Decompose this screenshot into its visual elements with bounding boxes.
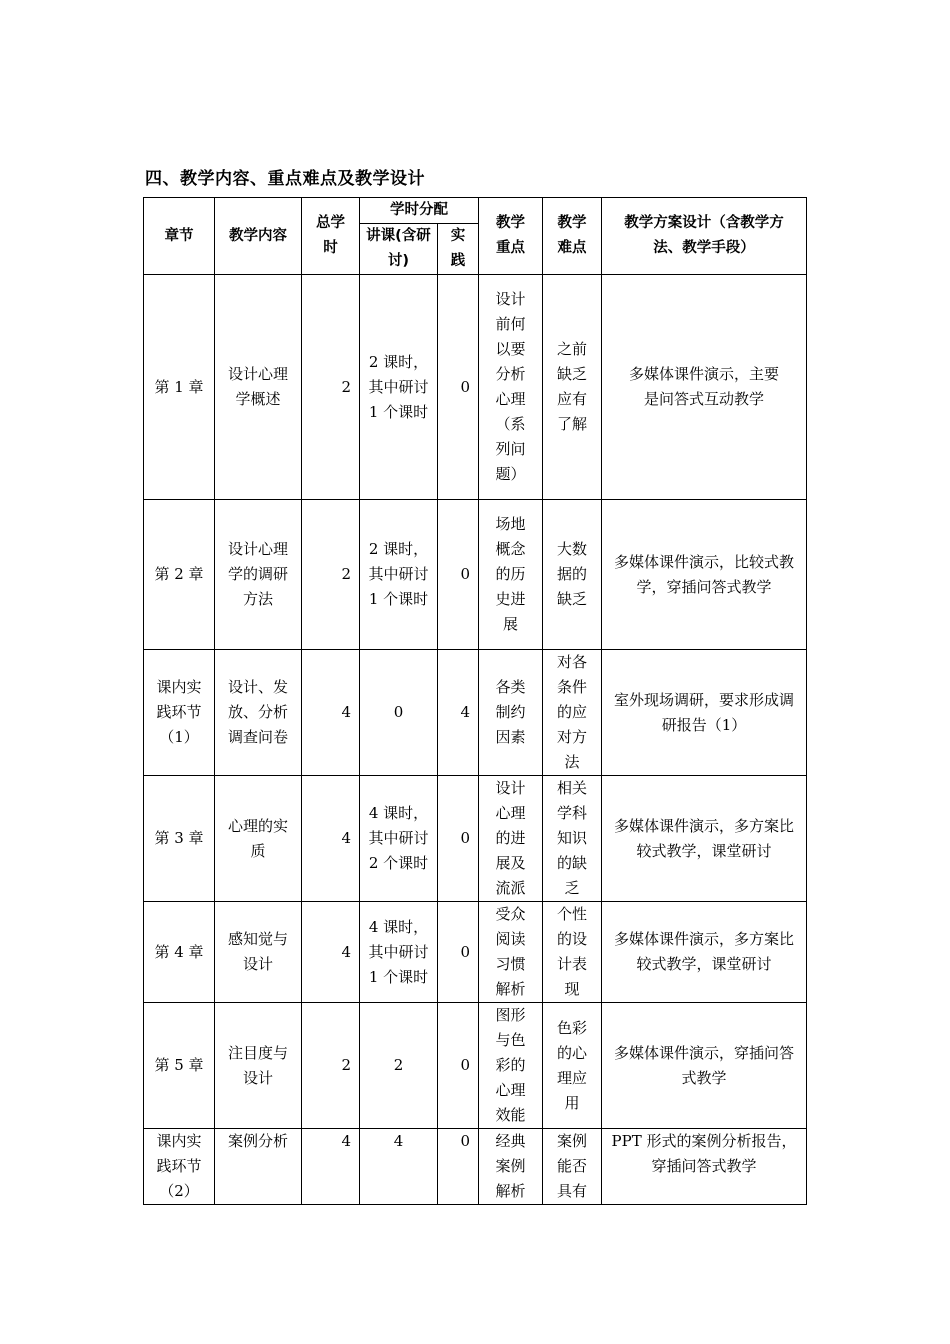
cell-design: 多媒体课件演示，穿插问答式教学 [602, 1003, 807, 1129]
cell-total: 4 [302, 776, 360, 902]
cell-chapter: 第 2 章 [144, 500, 215, 650]
cell-key: 各类制约因素 [479, 650, 543, 776]
header-content: 教学内容 [215, 198, 302, 275]
section-title: 四、教学内容、重点难点及教学设计 [145, 169, 425, 189]
cell-content: 注目度与设计 [215, 1003, 302, 1129]
cell-lecture: 0 [360, 650, 438, 776]
cell-lecture: 4 课时，其中研讨 2 个课时 [360, 776, 438, 902]
cell-practice: 0 [438, 275, 479, 500]
table-row [144, 1003, 807, 1129]
cell-content: 设计心理学的调研方法 [215, 500, 302, 650]
cell-difficulty: 对各条件的应对方法 [543, 650, 602, 776]
cell-key: 设计心理的进展及流派 [479, 776, 543, 902]
teaching-content-table [143, 197, 807, 1205]
table-row [144, 275, 807, 500]
cell-difficulty: 之前缺乏应有了解 [543, 275, 602, 500]
cell-difficulty: 相关学科知识的缺乏 [543, 776, 602, 902]
cell-total: 4 [302, 1129, 360, 1205]
cell-design: 多媒体课件演示，主要是问答式互动教学 [602, 275, 807, 500]
header-chapter: 章节 [144, 198, 215, 275]
header-total-hours: 总学时 [302, 198, 360, 275]
table-row [144, 776, 807, 902]
header-design: 教学方案设计（含教学方法、教学手段） [602, 198, 807, 275]
cell-content: 心理的实质 [215, 776, 302, 902]
header-key-points: 教学重点 [479, 198, 543, 275]
cell-design: 室外现场调研，要求形成调研报告（1） [602, 650, 807, 776]
cell-practice: 0 [438, 1003, 479, 1129]
cell-lecture: 4 课时，其中研讨 1 个课时 [360, 902, 438, 1003]
table-row [144, 902, 807, 1003]
cell-chapter: 第 3 章 [144, 776, 215, 902]
cell-key: 经典案例解析 [479, 1129, 543, 1205]
table-row [144, 1129, 807, 1205]
header-difficulties: 教学难点 [543, 198, 602, 275]
cell-content: 案例分析 [215, 1129, 302, 1205]
table-row [144, 650, 807, 776]
cell-design: 多媒体课件演示，多方案比较式教学，课堂研讨 [602, 902, 807, 1003]
header-row [144, 198, 807, 224]
cell-total: 4 [302, 902, 360, 1003]
cell-key: 设计前何以要分析心理（系列问题） [479, 275, 543, 500]
table-row [144, 500, 807, 650]
cell-practice: 0 [438, 500, 479, 650]
cell-practice: 0 [438, 902, 479, 1003]
cell-chapter: 课内实践环节（2） [144, 1129, 215, 1205]
cell-chapter: 课内实践环节（1） [144, 650, 215, 776]
cell-difficulty: 色彩的心理应用 [543, 1003, 602, 1129]
cell-content: 设计心理学概述 [215, 275, 302, 500]
cell-total: 2 [302, 500, 360, 650]
cell-total: 4 [302, 650, 360, 776]
cell-chapter: 第 4 章 [144, 902, 215, 1003]
header-lecture: 讲课(含研讨) [360, 224, 438, 275]
header-allocation: 学时分配 [360, 198, 479, 224]
cell-difficulty: 案例能否具有 [543, 1129, 602, 1205]
cell-content: 感知觉与设计 [215, 902, 302, 1003]
cell-key: 图形与色彩的心理效能 [479, 1003, 543, 1129]
cell-key: 受众阅读习惯解析 [479, 902, 543, 1003]
cell-chapter: 第 5 章 [144, 1003, 215, 1129]
cell-content: 设计、发放、分析调查问卷 [215, 650, 302, 776]
header-practice: 实践 [438, 224, 479, 275]
cell-design: 多媒体课件演示，多方案比较式教学，课堂研讨 [602, 776, 807, 902]
cell-practice: 0 [438, 1129, 479, 1205]
cell-total: 2 [302, 275, 360, 500]
cell-chapter: 第 1 章 [144, 275, 215, 500]
cell-key: 场地概念的历史进展 [479, 500, 543, 650]
cell-practice: 4 [438, 650, 479, 776]
cell-lecture: 2 课时，其中研讨 1 个课时 [360, 275, 438, 500]
cell-design: PPT 形式的案例分析报告，穿插问答式教学 [602, 1129, 807, 1205]
cell-difficulty: 大数据的缺乏 [543, 500, 602, 650]
cell-total: 2 [302, 1003, 360, 1129]
cell-lecture: 2 [360, 1003, 438, 1129]
cell-design: 多媒体课件演示，比较式教学，穿插问答式教学 [602, 500, 807, 650]
cell-difficulty: 个性的设计表现 [543, 902, 602, 1003]
cell-lecture: 2 课时，其中研讨 1 个课时 [360, 500, 438, 650]
cell-lecture: 4 [360, 1129, 438, 1205]
cell-practice: 0 [438, 776, 479, 902]
